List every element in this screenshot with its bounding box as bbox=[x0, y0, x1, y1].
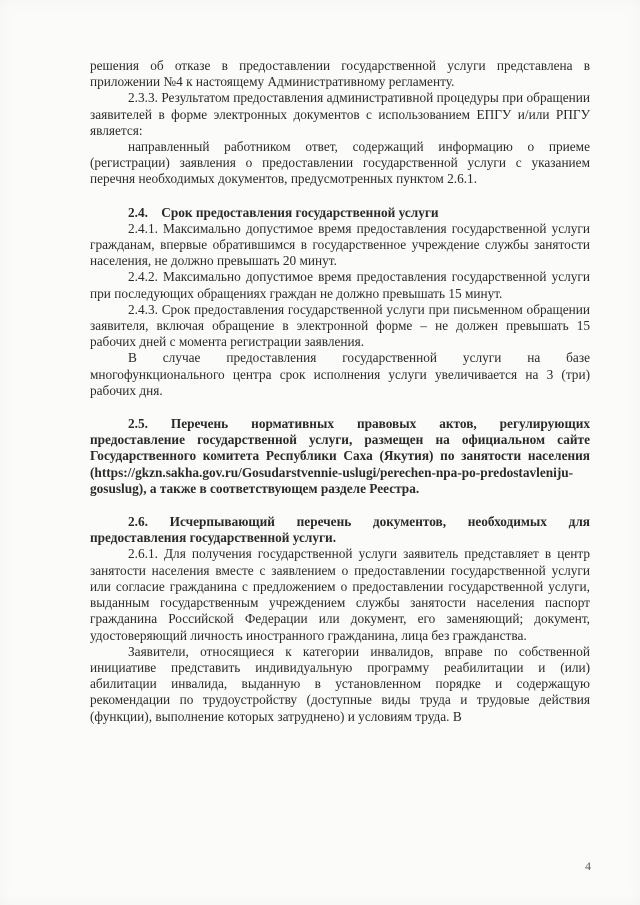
paragraph-2-4-1: 2.4.1. Максимально допустимое время предоставления государственной услуги гражданам, впервые обратившимся в государственное учреждение службы занятости населения, не должно превышать 20 минут. bbox=[90, 220, 590, 269]
paragraph-2-4-2: 2.4.2. Максимально допустимое время предоставления государственной услуги при последующих обращениях граждан не должно превышать 15 минут. bbox=[90, 269, 590, 301]
paragraph-response-result: направленный работником ответ, содержащий информацию о приеме (регистрации) заявления о предоставлении государственной услуги с указанием перечня необходимых документов, предусмотренных пунктом 2.6.1. bbox=[90, 139, 590, 187]
paragraph-mfc-term: В случае предоставления государственной услуги на базе многофункционального центра срок исполнения услуги увеличивается на 3 (три) рабочих дня. bbox=[90, 350, 590, 398]
paragraph-2-3-3: 2.3.3. Результатом предоставления административной процедуры при обращении заявителей в форме электронных документов с использованием ЕПГУ и/или РПГУ является: bbox=[90, 90, 590, 138]
section-heading-2-6: 2.6. Исчерпывающий перечень документов, необходимых для предоставления государственной услуги. bbox=[90, 514, 590, 546]
page-number: 4 bbox=[585, 859, 591, 873]
section-heading-2-5: 2.5. Перечень нормативных правовых актов, регулирующих предоставление государственной услуги, размещен на официальном сайте Государственного комитета Республики Саха (Якутия) по занятости населения (https://gkzn.sakha.gov.ru/Gosudarstvennie-uslugi/perechen-npa-po-predostavleniju-gosuslug), а также в соответствующем разделе Реестра. bbox=[90, 416, 590, 496]
paragraph-disabled-applicants: Заявители, относящиеся к категории инвалидов, вправе по собственной инициативе представить индивидуальную программу реабилитации и (или) абилитации инвалида, выданную в установленном порядке и содержащую рекомендации по трудоустройству (доступные виды труда и трудовые действия (функции), выполнение которых затруднено) и условиям труда. В bbox=[90, 643, 590, 724]
paragraph-2-6-1: 2.6.1. Для получения государственной услуги заявитель представляет в центр занятости населения вместе с заявлением о предоставлении государственной услуги или согласие гражданина с предложением о предоставлении государственной услуги, выданным государственным учреждением службы занятости населения паспорт гражданина Российской Федерации или документ, его заменяющий; документ, удостоверяющий личность иностранного гражданина, лица без гражданства. bbox=[90, 546, 590, 643]
section-heading-2-4: 2.4. Срок предоставления государственной услуги bbox=[128, 204, 439, 220]
paragraph-2-4-3: 2.4.3. Срок предоставления государственной услуги при письменном обращении заявителя, включая обращение в электронной форме – не должен превышать 15 рабочих дней с момента регистрации заявления. bbox=[90, 301, 590, 350]
paragraph-refusal-appendix: решения об отказе в предоставлении государственной услуги представлена в приложении №4 к настоящему Административному регламенту. bbox=[90, 58, 590, 90]
page-body bbox=[90, 58, 590, 725]
